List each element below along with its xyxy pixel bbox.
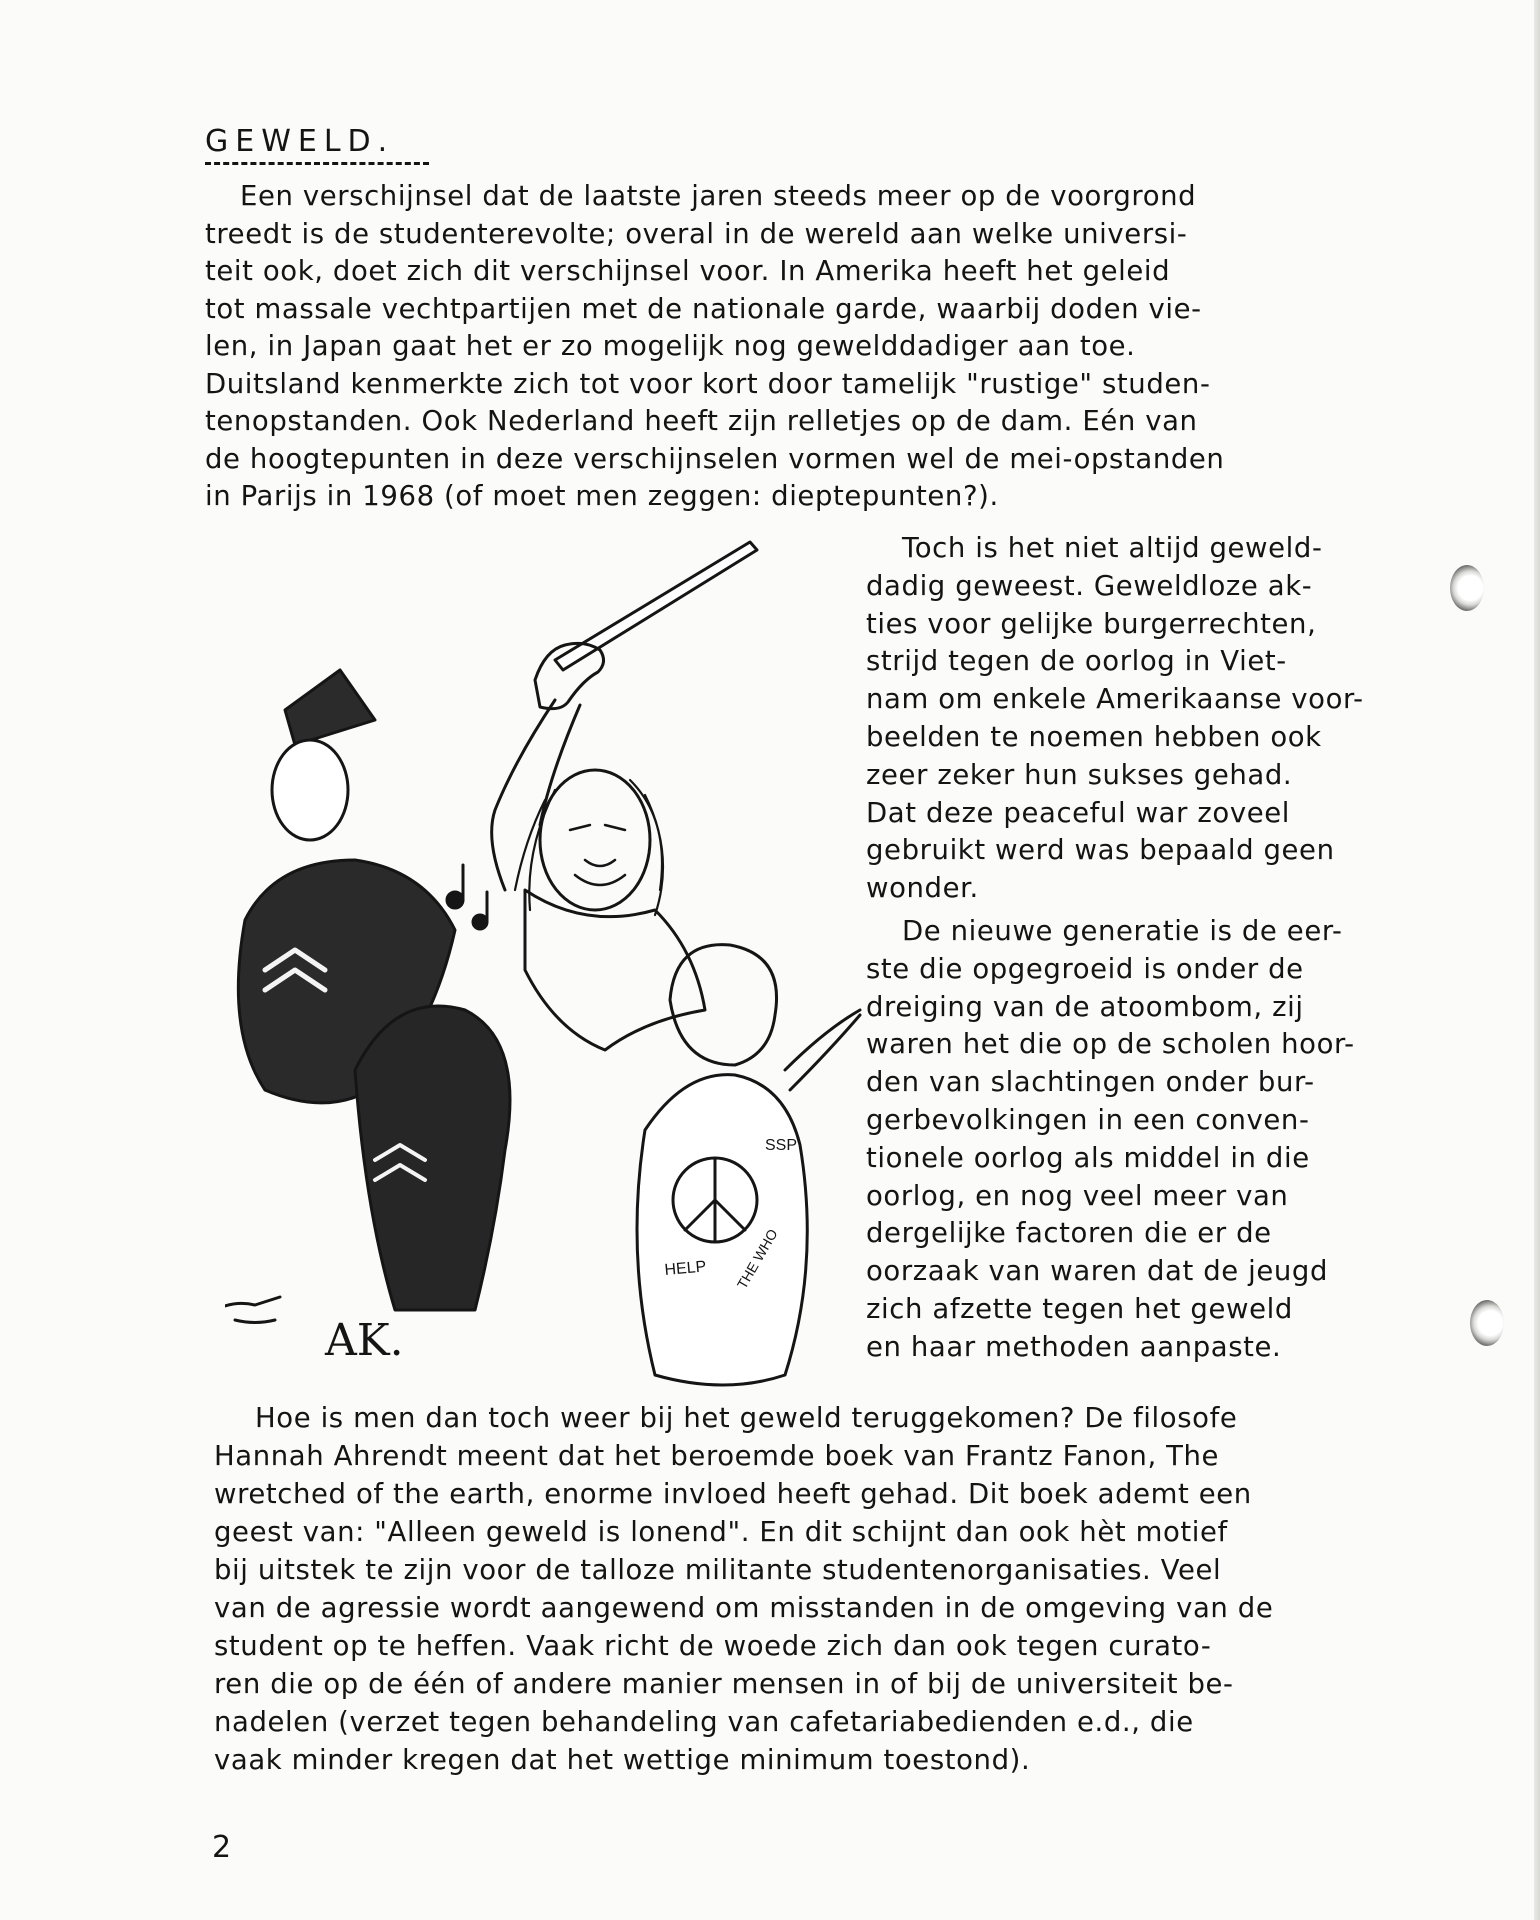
protest-illustration (225, 530, 865, 1410)
text-line: len, in Japan gaat het er zo mogelijk nog gewelddadiger aan toe. (205, 330, 1136, 362)
text-line: oorlog, en nog veel meer van (866, 1179, 1289, 1212)
text-line: tenopstanden. Ook Nederland heeft zijn relletjes op de dam. Eén van (205, 405, 1198, 437)
paper-edge (1534, 0, 1540, 1920)
text-line: De nieuwe generatie is de eer- (902, 915, 1343, 947)
protester-body (637, 1075, 807, 1385)
punch-hole-bottom (1470, 1300, 1504, 1346)
sign-the-who: THE WHO (733, 1226, 781, 1292)
text-line: ste die opgegroeid is onder de (866, 952, 1304, 985)
sign-ssp: SSP (765, 1137, 798, 1154)
title-underline (205, 162, 429, 165)
officer-head (540, 770, 650, 910)
text-line: teit ook, doet zich dit verschijnsel voor. In Amerika heeft het geleid (205, 255, 1171, 287)
text-line: dadig geweest. Geweldloze ak- (866, 569, 1313, 602)
text-line: den van slachtingen onder bur- (866, 1066, 1315, 1099)
protester-hair (670, 945, 777, 1065)
page-number: 2 (212, 1830, 232, 1865)
text-line: nam om enkele Amerikaanse voor- (866, 683, 1364, 716)
soldier-cap (285, 670, 375, 745)
text-line: Dat deze peaceful war zoveel (866, 796, 1290, 829)
text-line: bij uitstek te zijn voor de talloze militante studentenorganisaties. Veel (214, 1554, 1222, 1586)
text-line: wonder. (866, 872, 979, 905)
ground-scribble (225, 1297, 280, 1323)
text-line: gerbevolkingen in een conven- (866, 1104, 1310, 1136)
sign-help: HELP (663, 1258, 707, 1279)
text-line: student op te heffen. Vaak richt de woede zich dan ook tegen curato- (214, 1630, 1212, 1662)
text-line: nadelen (verzet tegen behandeling van cafetariabedienden e.d., die (214, 1706, 1194, 1738)
text-line: Een verschijnsel dat de laatste jaren steeds meer op de voorgrond (240, 180, 1197, 212)
text-line: Hoe is men dan toch weer bij het geweld teruggekomen? De filosofe (255, 1402, 1238, 1434)
text-line: de hoogtepunten in deze verschijnselen vormen wel de mei-opstanden (205, 442, 1225, 475)
text-line: en haar methoden aanpaste. (866, 1330, 1282, 1363)
text-line: oorzaak van waren dat de jeugd (866, 1255, 1329, 1288)
page-title: GEWELD. (205, 124, 395, 159)
text-line: strijd tegen de oorlog in Viet- (866, 645, 1287, 678)
text-line: in Parijs in 1968 (of moet men zeggen: dieptepunten?). (205, 480, 999, 512)
baton (555, 542, 757, 670)
text-line: vaak minder kregen dat het wettige minimum toestond). (214, 1744, 1031, 1776)
text-line: dreiging van de atoombom, zij (866, 990, 1304, 1023)
text-line: beelden te noemen hebben ook (866, 721, 1322, 753)
text-line: waren het die op de scholen hoor- (866, 1028, 1355, 1061)
punch-hole-top (1450, 565, 1484, 611)
text-line: wretched of the earth, enorme invloed heeft gehad. Dit boek ademt een (214, 1478, 1252, 1510)
text-line: gebruikt werd was bepaald geen (866, 834, 1335, 867)
text-line: van de agressie wordt aangewend om misstanden in de omgeving van de (214, 1592, 1274, 1624)
text-line: Toch is het niet altijd geweld- (902, 532, 1323, 564)
text-line: zich afzette tegen het geweld (866, 1293, 1293, 1325)
text-line: zeer zeker hun sukses gehad. (866, 758, 1293, 791)
protester-arm (785, 1010, 860, 1090)
text-line: treedt is de studenterevolte; overal in de wereld aan welke universi- (205, 217, 1188, 250)
soldier-head (272, 740, 348, 840)
text-line: tionele oorlog als middel in die (866, 1141, 1310, 1174)
text-line: Hannah Ahrendt meent dat het beroemde boek van Frantz Fanon, The (214, 1440, 1220, 1472)
artist-signature: AK. (325, 1315, 404, 1366)
text-line: tot massale vechtpartijen met de nationale garde, waarbij doden vie- (205, 292, 1202, 325)
raised-arm (492, 700, 580, 890)
text-line: ren die op de één of andere manier mensen in of bij de universiteit be- (214, 1668, 1234, 1700)
text-line: dergelijke factoren die er de (866, 1217, 1272, 1250)
text-line: ties voor gelijke burgerrechten, (866, 607, 1317, 640)
text-line: geest van: "Alleen geweld is lonend". En dit schijnt dan ook hèt motief (214, 1516, 1228, 1548)
text-line: Duitsland kenmerkte zich tot voor kort door tamelijk "rustige" studen- (205, 367, 1211, 400)
